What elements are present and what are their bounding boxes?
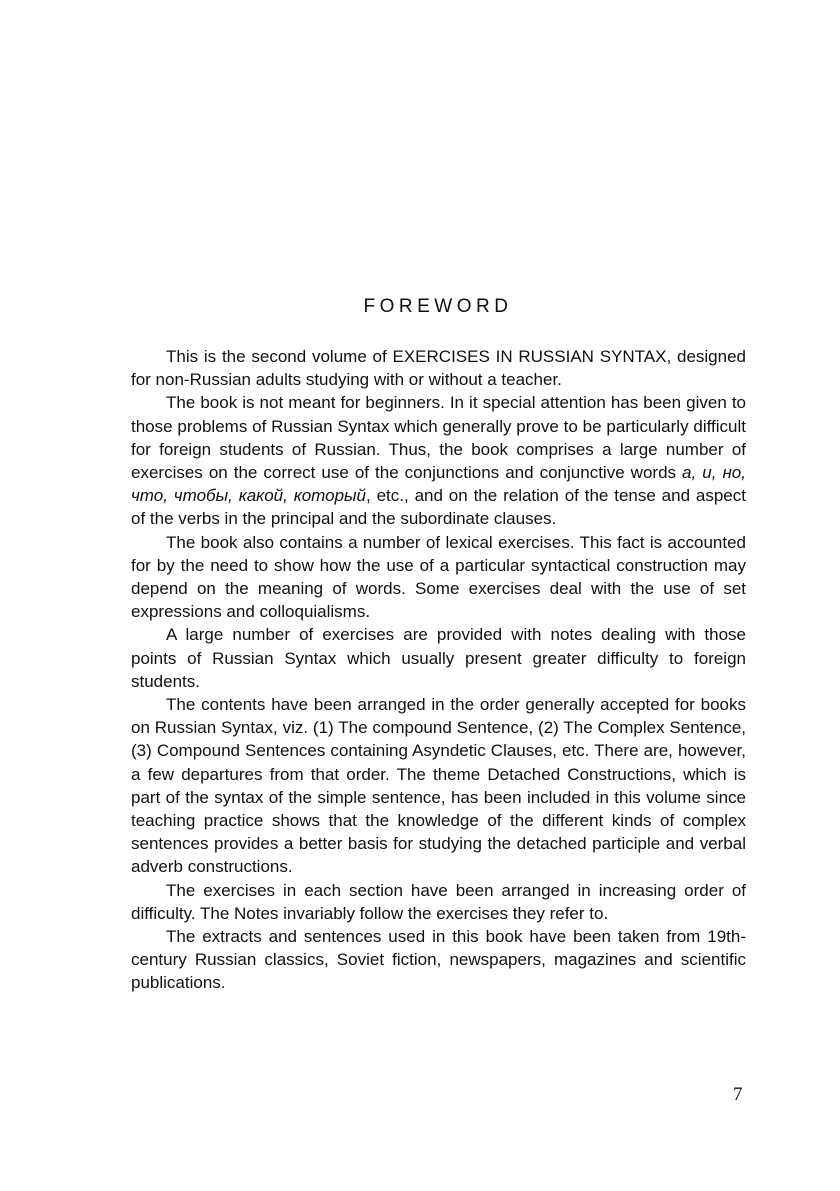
page-title: FOREWORD: [363, 296, 513, 317]
paragraph-2: [131, 391, 746, 530]
foreword-body: [131, 345, 746, 995]
paragraph-5: The contents have been arranged in the order generally accepted for books on Russian Syntax, viz. (1) The compound Sentence, (2) The Complex Sentence, (3) Compound Sentences containing Asyndetic Clauses, etc. There are, however, a few departures from that order. The theme Detached Constructions, which is part of the syntax of the simple sentence, has been included in this volume since teaching practice shows that the knowledge of the different kinds of complex sentences provides a better basis for studying the detached participle and verbal adverb constructions.: [131, 695, 746, 877]
page-number: 7: [733, 1084, 743, 1105]
russian-conjunctions: а, и, но, что, чтобы, какой, который: [131, 463, 746, 506]
paragraph-1: This is the second volume of EXERCISES IN RUSSIAN SYNTAX, designed for non-Russian adults studying with or without a teacher.: [131, 347, 746, 390]
paragraph-6: The exercises in each section have been arranged in increasing order of difficulty. The Notes invariably follow the exercises they refer to.: [131, 880, 746, 923]
paragraph-2-part-2: , etc., and on the relation of the tense and aspect of the verbs in the principal and the subordinate clauses.: [131, 486, 746, 529]
paragraph-7: The extracts and sentences used in this book have been taken from 19th-century Russian classics, Soviet fiction, newspapers, magazines and scientific publications.: [131, 927, 746, 993]
paragraph-4: A large number of exercises are provided with notes dealing with those points of Russian Syntax which usually present greater difficulty to foreign students.: [131, 625, 746, 691]
paragraph-3: The book also contains a number of lexical exercises. This fact is accounted for by the need to show how the use of a particular syntactical construction may depend on the meaning of words. Some exercises deal with the use of set expressions and colloquialisms.: [131, 532, 746, 622]
paragraph-2-part-1: The book is not meant for beginners. In it special attention has been given to those problems of Russian Syntax which generally prove to be particularly difficult for foreign students of Russian. Thus, the book comprises a large number of exercises on the correct use of the conjunctions and conjunctive words: [131, 393, 746, 483]
